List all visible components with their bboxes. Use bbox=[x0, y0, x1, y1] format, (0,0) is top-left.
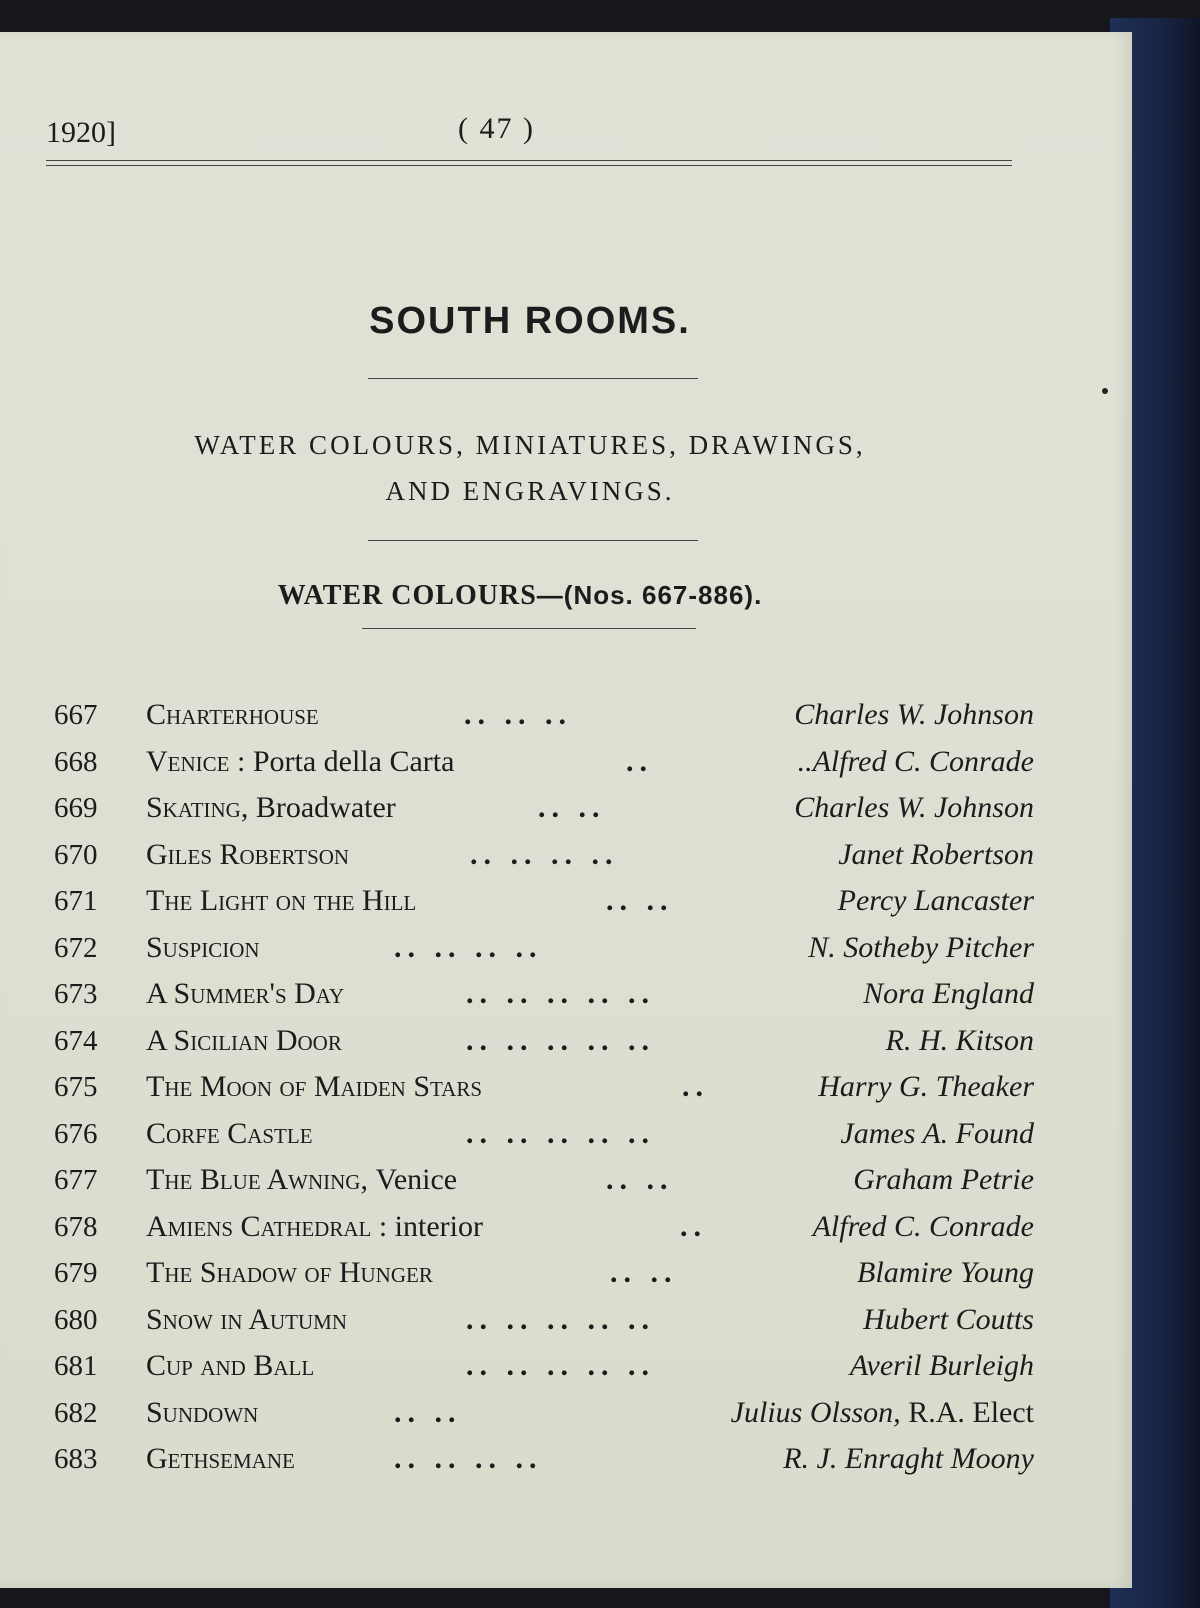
entry-artist: Janet Robertson bbox=[838, 837, 1034, 871]
entry-title-text: Charterhouse bbox=[146, 698, 319, 731]
entry-number: 679 bbox=[54, 1257, 98, 1289]
entry-number: 668 bbox=[54, 745, 98, 778]
entry-number: 683 bbox=[54, 1443, 98, 1475]
entry-artist bbox=[731, 1390, 1034, 1436]
entry-title bbox=[146, 925, 260, 971]
entry-number: 675 bbox=[54, 1071, 98, 1103]
entry-title-text: Cup and Ball bbox=[146, 1349, 315, 1382]
entry-number: 670 bbox=[54, 838, 98, 871]
entry-title-detail: Porta della Carta bbox=[252, 744, 455, 778]
dot-leader: .. .. bbox=[606, 884, 674, 917]
entry-title-detail: interior bbox=[394, 1209, 483, 1243]
subsection-range: —(Nos. 667-886). bbox=[536, 580, 763, 610]
entry-artist-name: Julius Olsson, bbox=[730, 1395, 901, 1429]
dot-leader: .. .. .. .. bbox=[470, 837, 619, 871]
entry-artist: Blamire Young bbox=[857, 1256, 1034, 1289]
entry-number: 667 bbox=[54, 699, 98, 731]
entry-number: 678 bbox=[54, 1210, 98, 1243]
entry-number: 672 bbox=[54, 931, 98, 964]
entry-title-text: Sundown bbox=[146, 1395, 259, 1429]
dot-leader: .. bbox=[626, 744, 653, 778]
catalogue-entry bbox=[54, 1018, 1034, 1065]
entry-title bbox=[146, 1297, 347, 1343]
entry-number: 680 bbox=[54, 1303, 98, 1336]
entry-title bbox=[146, 1436, 295, 1482]
entry-artist: Charles W. Johnson bbox=[794, 698, 1034, 731]
entry-artist: Hubert Coutts bbox=[863, 1302, 1034, 1336]
dot-leader: .. .. bbox=[606, 1163, 674, 1196]
section-title: SOUTH ROOMS. bbox=[369, 300, 691, 342]
entry-artist: Averil Burleigh bbox=[849, 1349, 1034, 1382]
section-subtitle bbox=[0, 422, 1060, 514]
dot-leader: .. .. .. .. .. bbox=[466, 977, 655, 1010]
catalogue-entry bbox=[54, 1343, 1034, 1390]
catalogue-entry bbox=[54, 878, 1034, 925]
entry-title bbox=[146, 878, 416, 924]
dot-leader: .. .. bbox=[394, 1395, 462, 1429]
catalogue-entry bbox=[54, 1436, 1034, 1483]
catalogue-entry bbox=[54, 1064, 1034, 1111]
entry-number: 671 bbox=[54, 885, 98, 917]
entry-title bbox=[146, 739, 454, 785]
entry-title-text: Suspicion bbox=[146, 930, 260, 964]
entry-number: 674 bbox=[54, 1024, 98, 1057]
entry-title-text: Amiens Cathedral : bbox=[146, 1209, 388, 1243]
dot-leader: .. .. .. .. .. bbox=[466, 1302, 655, 1336]
dot-leader: .. .. bbox=[538, 791, 606, 824]
dot-leader: .. .. .. .. bbox=[394, 930, 543, 964]
entry-title bbox=[146, 1250, 433, 1296]
catalogue-entry bbox=[54, 1297, 1034, 1344]
entry-title-text: Venice : bbox=[146, 744, 246, 778]
entry-title-text: A Sicilian Door bbox=[146, 1023, 342, 1057]
entry-artist: Alfred C. Conrade bbox=[812, 1209, 1034, 1243]
catalogue-entry bbox=[54, 785, 1034, 832]
catalogue-entry bbox=[54, 1157, 1034, 1204]
dot-leader: .. .. .. .. .. bbox=[466, 1349, 655, 1382]
entry-number: 681 bbox=[54, 1350, 98, 1382]
dot-leader: .. bbox=[680, 1209, 707, 1243]
entry-title-text: The Moon of Maiden Stars bbox=[146, 1070, 483, 1103]
page-number: ( 47 ) bbox=[458, 112, 535, 145]
running-year: 1920] bbox=[46, 116, 116, 149]
catalogue-entry bbox=[54, 1204, 1034, 1251]
subsection-heading bbox=[0, 580, 1040, 612]
entry-artist: Harry G. Theaker bbox=[818, 1070, 1034, 1103]
entry-title-text: Corfe Castle bbox=[146, 1116, 313, 1150]
entry-artist: R. J. Enraght Moony bbox=[783, 1442, 1034, 1475]
dot-leader: .. .. .. bbox=[464, 698, 572, 731]
entry-title-text: The Shadow of Hunger bbox=[146, 1256, 433, 1289]
catalogue-entry bbox=[54, 1111, 1034, 1158]
entry-artist: Percy Lancaster bbox=[837, 884, 1034, 917]
dot-leader: .. .. bbox=[610, 1256, 678, 1289]
entry-title bbox=[146, 1390, 258, 1436]
subsection-label: WATER COLOURS bbox=[277, 580, 537, 611]
entry-title-text: Gethsemane bbox=[146, 1442, 295, 1475]
catalogue-entry bbox=[54, 1250, 1034, 1297]
entry-title-detail: Venice bbox=[375, 1163, 458, 1196]
catalogue-entry bbox=[54, 971, 1034, 1018]
dot-leader: .. .. .. .. .. bbox=[466, 1023, 655, 1057]
catalogue-entry bbox=[54, 832, 1034, 879]
entry-title bbox=[146, 1343, 314, 1389]
entry-number: 673 bbox=[54, 978, 98, 1010]
header-double-rule bbox=[46, 160, 1012, 166]
entry-artist-honor: R.A. Elect bbox=[908, 1395, 1034, 1429]
subtitle-line-2: AND ENGRAVINGS. bbox=[385, 476, 675, 506]
running-header bbox=[46, 112, 1012, 172]
entry-number: 669 bbox=[54, 792, 98, 824]
catalogue-entry bbox=[54, 739, 1034, 786]
dot-leader: .. .. .. .. bbox=[394, 1442, 543, 1475]
entry-title-text: The Blue Awning, bbox=[146, 1163, 368, 1196]
entry-number: 682 bbox=[54, 1396, 98, 1429]
dot-leader: .. .. .. .. .. bbox=[466, 1116, 655, 1150]
subsection-divider bbox=[362, 628, 696, 629]
entry-title bbox=[146, 1111, 313, 1157]
subtitle-line-1: WATER COLOURS, MINIATURES, DRAWINGS, bbox=[194, 430, 866, 460]
dot-leader: .. bbox=[682, 1070, 709, 1103]
entry-artist: Graham Petrie bbox=[853, 1163, 1034, 1196]
entry-title bbox=[146, 971, 344, 1017]
catalogue-entry bbox=[54, 925, 1034, 972]
entry-title bbox=[146, 1064, 482, 1110]
entry-title bbox=[146, 785, 396, 831]
subtitle-divider bbox=[368, 540, 698, 541]
entry-title bbox=[146, 1157, 457, 1203]
entry-number: 677 bbox=[54, 1164, 98, 1196]
entry-title-detail: Broadwater bbox=[255, 791, 396, 824]
catalogue-entry bbox=[54, 1390, 1034, 1437]
entry-artist: ..Alfred C. Conrade bbox=[797, 744, 1034, 778]
entry-number: 676 bbox=[54, 1117, 98, 1150]
entry-artist: Charles W. Johnson bbox=[794, 791, 1034, 824]
entry-title-text: Snow in Autumn bbox=[146, 1302, 348, 1336]
entry-artist: R. H. Kitson bbox=[885, 1023, 1034, 1057]
catalogue-page bbox=[0, 32, 1132, 1588]
entry-title bbox=[146, 692, 319, 738]
entry-title-text: The Light on the Hill bbox=[146, 884, 417, 917]
title-divider bbox=[368, 378, 698, 379]
catalogue-entries bbox=[54, 692, 1034, 1483]
entry-title bbox=[146, 832, 349, 878]
entry-title-text: A Summer's Day bbox=[146, 977, 345, 1010]
margin-mark bbox=[1102, 388, 1108, 394]
catalogue-entry bbox=[54, 692, 1034, 739]
entry-title-text: Skating, bbox=[146, 791, 249, 824]
entry-title-text: Giles Robertson bbox=[146, 837, 350, 871]
entry-artist: N. Sotheby Pitcher bbox=[808, 930, 1034, 964]
entry-artist: James A. Found bbox=[840, 1116, 1034, 1150]
entry-title bbox=[146, 1018, 342, 1064]
entry-title bbox=[146, 1204, 483, 1250]
entry-artist: Nora England bbox=[863, 977, 1034, 1010]
